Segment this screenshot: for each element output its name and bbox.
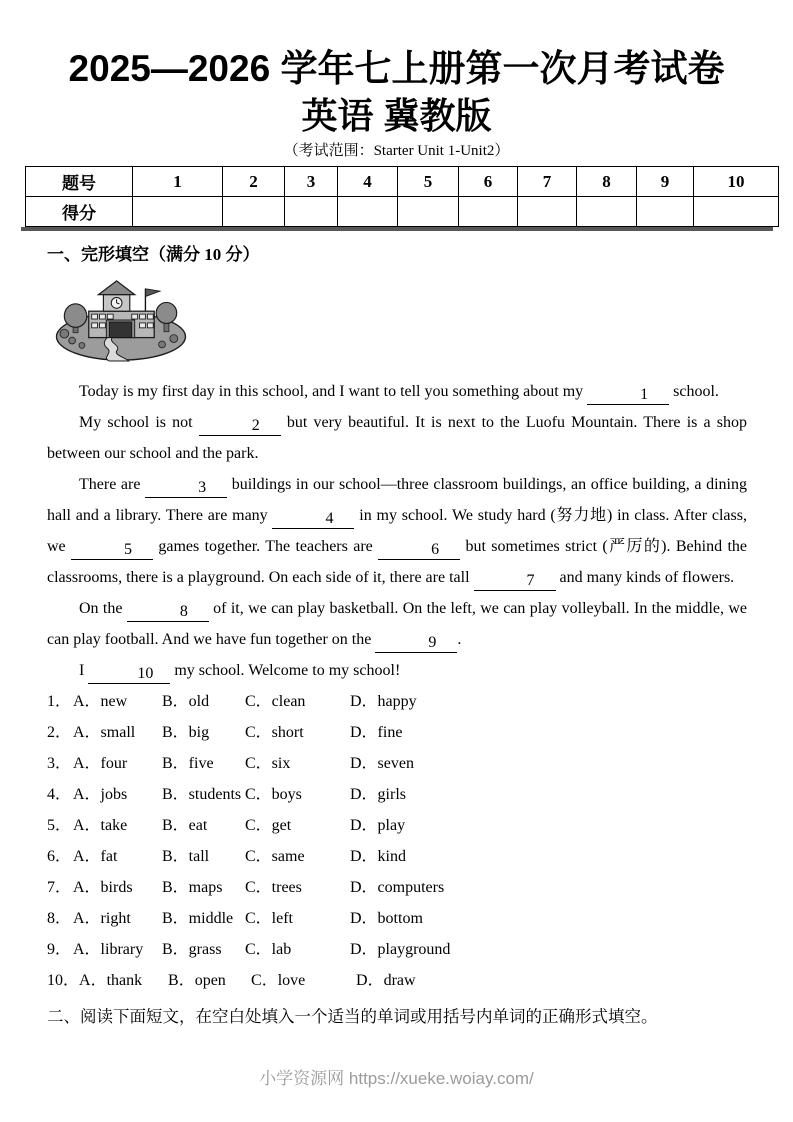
- passage-text: my school. Welcome to my school!: [170, 662, 401, 680]
- answer-option: D．kind: [350, 848, 407, 866]
- question-row: [47, 965, 793, 996]
- answer-option: B．eat: [162, 817, 208, 835]
- question-row: [47, 841, 793, 872]
- score-table-score-cell: [518, 197, 577, 227]
- passage-text: On the: [79, 600, 127, 618]
- passage-paragraph: [47, 407, 747, 469]
- score-table-question-label: 题号: [26, 167, 133, 197]
- answer-option: B．middle: [162, 910, 234, 928]
- answer-option: D．fine: [350, 724, 403, 742]
- cloze-blank-6: 6: [378, 540, 460, 560]
- question-number: 8．: [47, 910, 72, 928]
- passage-text: but very beautiful. It is next to the Luofu Mountain. There is a shop between our school and the park.: [47, 414, 747, 463]
- answer-option: C．short: [245, 724, 304, 742]
- score-table-score-cell: [133, 197, 223, 227]
- passage-text: buildings in our school—three classroom buildings, an office building, a dining hall and a library. There are many: [47, 476, 748, 525]
- cloze-blank-2: 2: [199, 416, 281, 436]
- answer-option: C．six: [245, 755, 291, 773]
- footer-watermark: 小学资源网 https://xueke.woiay.com/: [259, 1069, 534, 1088]
- question-number: 9．: [47, 941, 72, 959]
- question-row: [47, 748, 793, 779]
- score-table-score-row: [26, 197, 779, 227]
- score-table-question-number: 10: [694, 167, 779, 197]
- answer-option: D．playground: [350, 941, 451, 959]
- answer-option: D．seven: [350, 755, 414, 773]
- answer-option: C．trees: [245, 879, 302, 897]
- passage-text: games together. The teachers are: [153, 538, 379, 556]
- left-tree-icon: [64, 304, 86, 328]
- score-table-score-cell: [694, 197, 779, 227]
- answer-option: B．students: [162, 786, 242, 804]
- score-table: [25, 166, 779, 227]
- cloze-options: [47, 686, 793, 996]
- section2-heading: 二、阅读下面短文，在空白处填入一个适当的单词或用括号内单词的正确形式填空。: [47, 1007, 658, 1027]
- score-table-question-number: 4: [338, 167, 398, 197]
- question-number: 5．: [47, 817, 72, 835]
- answer-option: A．library: [73, 941, 144, 959]
- answer-option: C．love: [251, 972, 306, 990]
- answer-option: C．get: [245, 817, 292, 835]
- passage-paragraph: [47, 469, 747, 593]
- question-number: 4．: [47, 786, 72, 804]
- score-table-score-cell: [338, 197, 398, 227]
- score-table-question-number: 2: [223, 167, 285, 197]
- score-table-score-label: 得分: [26, 197, 133, 227]
- score-table-question-number: 3: [285, 167, 338, 197]
- answer-option: A．new: [73, 693, 128, 711]
- score-table-score-cell: [223, 197, 285, 227]
- answer-option: C．left: [245, 910, 293, 928]
- section1-heading: 一、完形填空（满分 10 分）: [47, 245, 260, 265]
- score-table-score-cell: [459, 197, 518, 227]
- answer-option: B．five: [162, 755, 214, 773]
- question-row: [47, 903, 793, 934]
- answer-option: B．old: [162, 693, 210, 711]
- passage-text: but sometimes strict (严厉的). Behind the classrooms, there is a playground. On each side of it, there are tall: [47, 538, 747, 587]
- question-row: [47, 810, 793, 841]
- score-table-header-row: [26, 167, 779, 197]
- question-row: [47, 872, 793, 903]
- score-table-question-number: 6: [459, 167, 518, 197]
- passage-text: school.: [669, 383, 719, 401]
- answer-option: D．bottom: [350, 910, 423, 928]
- question-row: [47, 779, 793, 810]
- question-number: 7．: [47, 879, 72, 897]
- passage-text: Today is my first day in this school, and I want to tell you something about my: [79, 383, 588, 401]
- answer-option: A．jobs: [73, 786, 128, 804]
- cloze-blank-5: 5: [71, 540, 153, 560]
- answer-option: A．take: [73, 817, 128, 835]
- cloze-blank-8: 8: [127, 602, 209, 622]
- school-illustration: [52, 277, 190, 363]
- table-bottom-rule: [21, 227, 773, 231]
- exam-scope-note: （考试范围：Starter Unit 1-Unit2）: [283, 142, 510, 159]
- answer-option: B．open: [168, 972, 226, 990]
- answer-option: A．thank: [79, 972, 143, 990]
- passage-text: and many kinds of flowers.: [555, 569, 735, 587]
- cloze-blank-9: 9: [375, 633, 457, 653]
- answer-option: D．girls: [350, 786, 407, 804]
- cloze-blank-1: 1: [587, 385, 669, 405]
- score-table-question-number: 9: [637, 167, 694, 197]
- answer-option: D．computers: [350, 879, 445, 897]
- score-table-question-number: 7: [518, 167, 577, 197]
- cloze-passage: [47, 376, 747, 686]
- question-number: 10．: [47, 972, 80, 990]
- exam-title-line2: 英语 冀教版: [301, 95, 492, 137]
- score-table-score-cell: [285, 197, 338, 227]
- passage-paragraph: [47, 376, 747, 407]
- question-row: [47, 934, 793, 965]
- answer-option: C．same: [245, 848, 305, 866]
- score-table-score-cell: [577, 197, 637, 227]
- score-table-question-number: 8: [577, 167, 637, 197]
- answer-option: B．grass: [162, 941, 222, 959]
- answer-option: C．lab: [245, 941, 292, 959]
- passage-text: My school is not: [79, 414, 199, 432]
- passage-text: .: [457, 631, 462, 649]
- passage-text: of it, we can play basketball. On the left, we can play volleyball. In the middle, we can play football. And we have fun together on the: [47, 600, 747, 649]
- answer-option: B．big: [162, 724, 210, 742]
- question-row: [47, 686, 793, 717]
- score-table-question-number: 5: [398, 167, 459, 197]
- question-number: 6．: [47, 848, 72, 866]
- answer-option: C．boys: [245, 786, 302, 804]
- answer-option: A．small: [73, 724, 136, 742]
- answer-option: D．draw: [356, 972, 416, 990]
- question-row: [47, 717, 793, 748]
- score-table-question-number: 1: [133, 167, 223, 197]
- score-table-score-cell: [398, 197, 459, 227]
- answer-option: A．right: [73, 910, 131, 928]
- question-number: 1．: [47, 693, 72, 711]
- answer-option: A．four: [73, 755, 128, 773]
- right-tree-icon: [156, 303, 177, 324]
- passage-paragraph: [47, 593, 747, 655]
- door-icon: [109, 322, 131, 338]
- tower-roof: [99, 281, 135, 295]
- answer-option: C．clean: [245, 693, 306, 711]
- cloze-blank-10: 10: [88, 664, 170, 684]
- passage-text: in my school. We study hard (努力地) in class. After class, we: [47, 507, 747, 556]
- cloze-blank-4: 4: [272, 509, 354, 529]
- answer-option: A．fat: [73, 848, 118, 866]
- cloze-blank-7: 7: [474, 571, 556, 591]
- answer-option: D．play: [350, 817, 406, 835]
- answer-option: A．birds: [73, 879, 133, 897]
- question-number: 2．: [47, 724, 72, 742]
- passage-paragraph: [47, 655, 747, 686]
- score-table-score-cell: [637, 197, 694, 227]
- question-number: 3．: [47, 755, 72, 773]
- answer-option: D．happy: [350, 693, 417, 711]
- answer-option: B．tall: [162, 848, 210, 866]
- passage-text: I: [79, 662, 89, 680]
- flag-icon: [145, 289, 160, 297]
- answer-option: B．maps: [162, 879, 223, 897]
- passage-text: There are: [79, 476, 146, 494]
- exam-title-line1: 2025—2026 学年七上册第一次月考试卷: [68, 48, 725, 89]
- cloze-blank-3: 3: [145, 478, 227, 498]
